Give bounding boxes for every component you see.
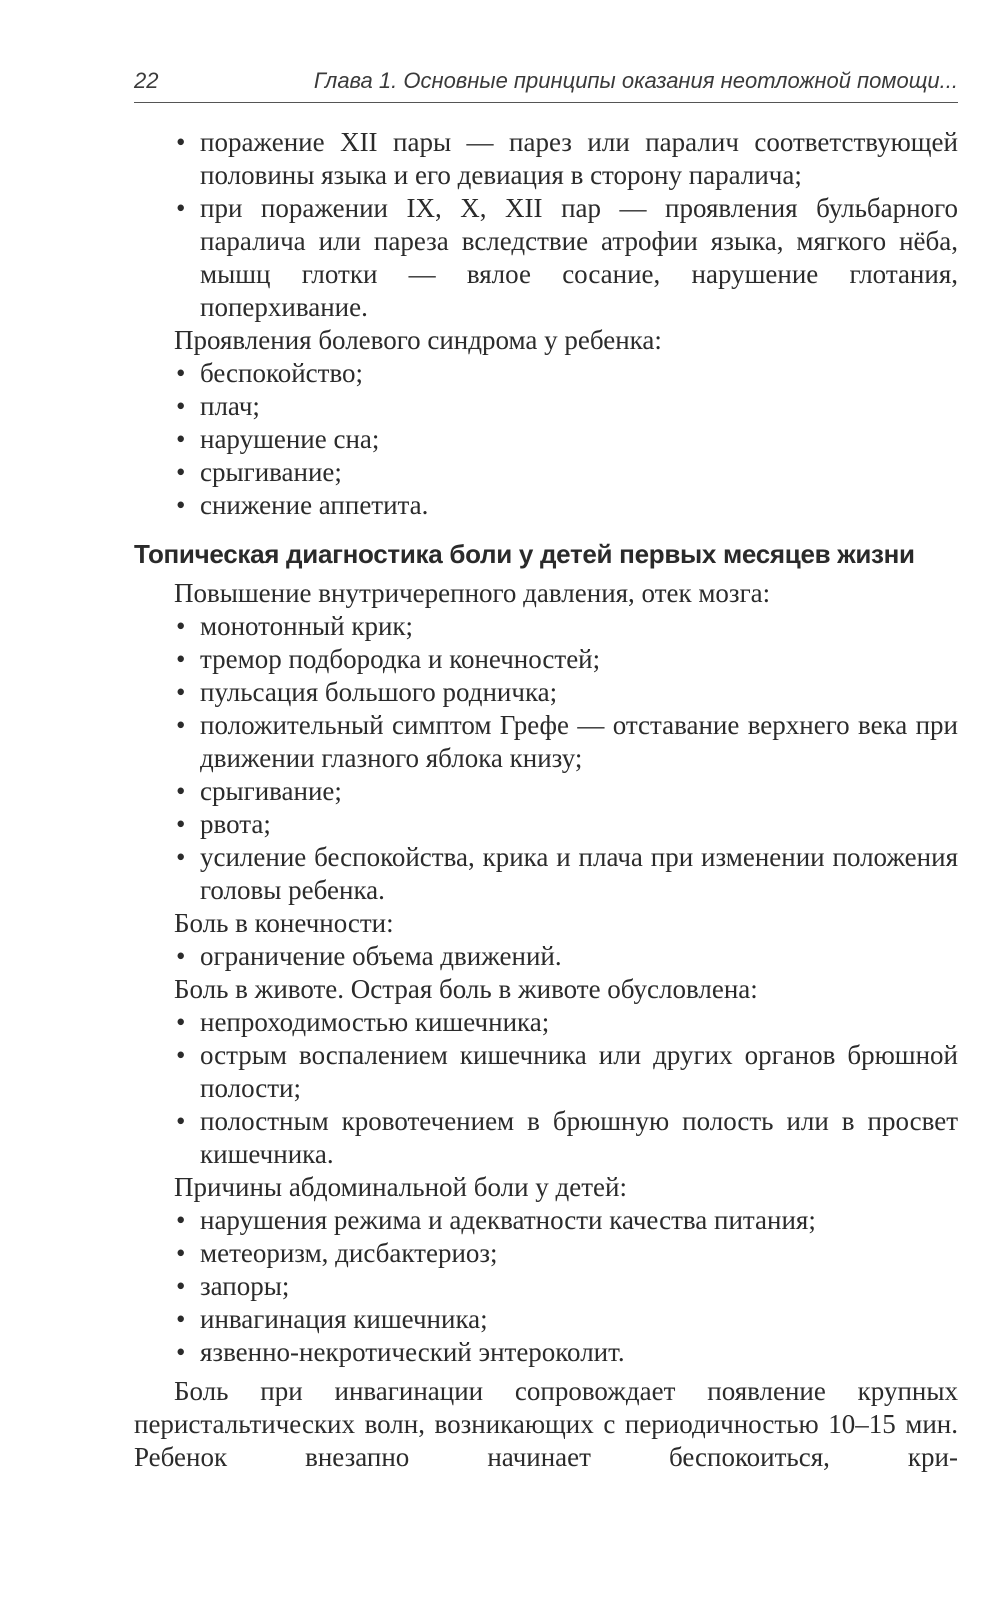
abdomen-intro: Боль в животе. Острая боль в животе обусловлена: — [174, 974, 758, 1004]
list-item: • срыгивание; — [134, 775, 958, 808]
list-item: • нарушения режима и адекватности качества питания; — [134, 1204, 958, 1237]
list-item: • плач; — [134, 390, 958, 423]
list-item: • нарушение сна; — [134, 423, 958, 456]
page-header — [134, 66, 958, 106]
list-item: • усиление беспокойства, крика и плача при изменении положения головы ребенка. — [134, 841, 958, 907]
list-item: • рвота; — [134, 808, 958, 841]
list-item: • снижение аппетита. — [134, 489, 958, 522]
causes-list — [134, 1204, 958, 1369]
list-item: • тремор подбородка и конечностей; — [134, 643, 958, 676]
list-item: • инвагинация кишечника; — [134, 1303, 958, 1336]
list-item: • беспокойство; — [134, 357, 958, 390]
list-item: • язвенно-некротический энтероколит. — [134, 1336, 958, 1369]
list-item: • острым воспалением кишечника или других органов брюшной полости; — [134, 1039, 958, 1105]
list-item: • метеоризм, дисбактериоз; — [134, 1237, 958, 1270]
limb-list — [134, 940, 958, 973]
final-paragraph: Боль при инвагинации сопровождает появление крупных перистальтических волн, возникающих с периодичностью 10–15 мин. Ребенок внезапно начинает беспокоиться, кри- — [134, 1376, 958, 1472]
list-item: • запоры; — [134, 1270, 958, 1303]
header-rule — [134, 102, 958, 103]
list-item: • положительный симптом Грефе — отставание верхнего века при движении глазного яблока книзу; — [134, 709, 958, 775]
list-item: • ограничение объема движений. — [134, 940, 958, 973]
page-number: 22 — [134, 68, 159, 93]
list-item: • пульсация большого родничка; — [134, 676, 958, 709]
abdomen-list — [134, 1006, 958, 1171]
running-chapter-title: Глава 1. Основные принципы оказания неотложной помощи... — [313, 68, 958, 93]
icp-intro: Повышение внутричерепного давления, отек мозга: — [174, 578, 771, 608]
nerve-lesion-list — [134, 126, 958, 324]
list-item: • поражение XII пары — парез или паралич соответствующей половины языка и его девиация в сторону паралича; — [134, 126, 958, 192]
causes-intro: Причины абдоминальной боли у детей: — [174, 1172, 627, 1202]
list-item: • срыгивание; — [134, 456, 958, 489]
limb-intro: Боль в конечности: — [174, 908, 394, 938]
list-item: • полостным кровотечением в брюшную полость или в просвет кишечника. — [134, 1105, 958, 1171]
pain-list — [134, 357, 958, 522]
section-heading: Топическая диагностика боли у детей первых месяцев жизни — [134, 539, 915, 569]
pain-intro: Проявления болевого синдрома у ребенка: — [174, 325, 662, 355]
page-body — [134, 126, 958, 1474]
icp-list — [134, 610, 958, 907]
list-item: • монотонный крик; — [134, 610, 958, 643]
list-item: • при поражении IX, X, XII пар — проявления бульбарного паралича или пареза вследствие атрофии языка, мягкого нёба, мышц глотки — вялое сосание, нарушение глотания, поперхивание. — [134, 192, 958, 324]
list-item: • непроходимостью кишечника; — [134, 1006, 958, 1039]
